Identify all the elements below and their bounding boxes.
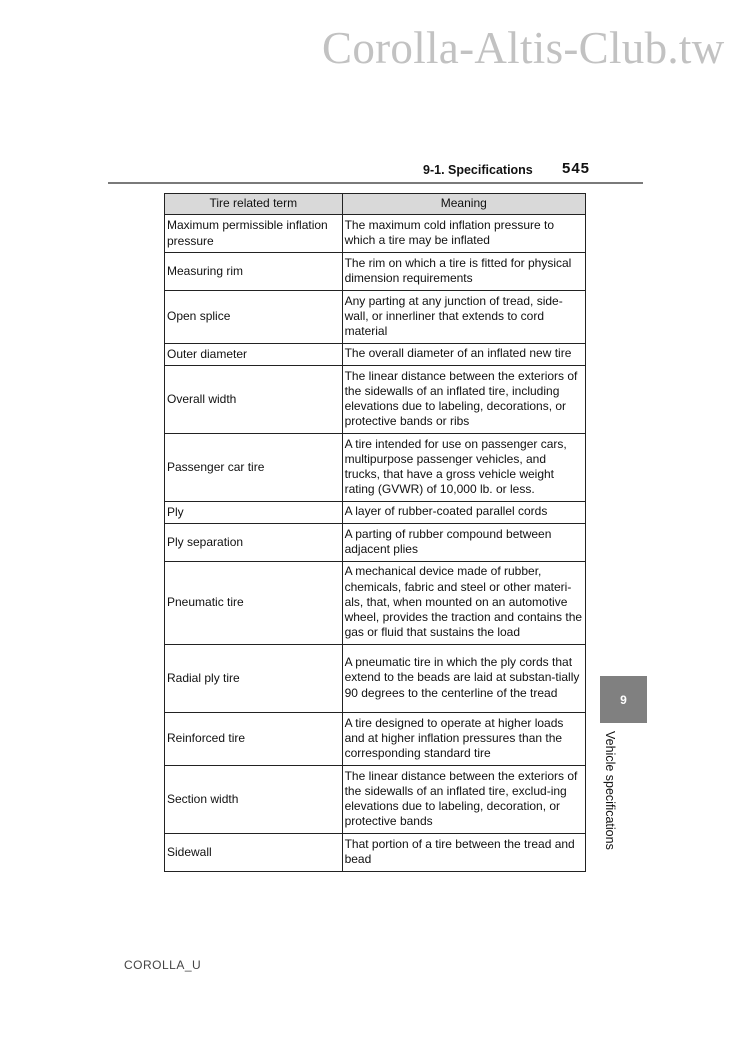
term-cell: Reinforced tire	[165, 713, 343, 766]
table-row	[165, 834, 586, 872]
table-row	[165, 766, 586, 834]
column-header-term: Tire related term	[165, 194, 343, 215]
term-cell: Overall width	[165, 366, 343, 434]
meaning-cell: The overall diameter of an inflated new tire	[342, 344, 585, 366]
table-row	[165, 524, 586, 562]
table-row	[165, 434, 586, 502]
meaning-cell: The linear distance between the exteriors of the sidewalls of an inflated tire, exclud-ing elevations due to labeling, decoration, or protective bands	[342, 766, 585, 834]
term-cell: Outer diameter	[165, 344, 343, 366]
meaning-cell: That portion of a tire between the tread and bead	[342, 834, 585, 872]
meaning-cell: A mechanical device made of rubber, chemicals, fabric and steel or other materi-als, that, when mounted on an automotive wheel, provides the traction and contains the gas or fluid that sustains the load	[342, 562, 585, 645]
meaning-cell: A parting of rubber compound between adjacent plies	[342, 524, 585, 562]
column-header-meaning: Meaning	[342, 194, 585, 215]
chapter-label: Vehicle specifications	[603, 731, 617, 850]
meaning-cell: The maximum cold inflation pressure to which a tire may be inflated	[342, 215, 585, 253]
term-cell: Pneumatic tire	[165, 562, 343, 645]
term-cell: Ply separation	[165, 524, 343, 562]
header-divider	[108, 182, 643, 184]
table-header-row	[165, 194, 586, 215]
term-cell: Passenger car tire	[165, 434, 343, 502]
footer-code: COROLLA_U	[124, 958, 202, 972]
meaning-cell: A tire intended for use on passenger cars, multipurpose passenger vehicles, and trucks, that have a gross vehicle weight rating (GVWR) of 10,000 lb. or less.	[342, 434, 585, 502]
chapter-number: 9	[620, 692, 627, 707]
meaning-cell: A pneumatic tire in which the ply cords that extend to the beads are laid at substan-tially 90 degrees to the centerline of the tread	[342, 645, 585, 713]
tire-terms-table	[164, 193, 586, 872]
term-cell: Sidewall	[165, 834, 343, 872]
page-number: 545	[562, 160, 591, 177]
table-row	[165, 713, 586, 766]
meaning-cell: Any parting at any junction of tread, side-wall, or innerliner that extends to cord material	[342, 291, 585, 344]
watermark-text: Corolla-Altis-Club.tw	[322, 23, 725, 73]
term-cell: Section width	[165, 766, 343, 834]
meaning-cell: The linear distance between the exteriors of the sidewalls of an inflated tire, including elevations due to labeling, decorations, or protective bands or ribs	[342, 366, 585, 434]
chapter-tab	[600, 676, 647, 723]
section-title: 9-1. Specifications	[423, 163, 533, 177]
term-cell: Ply	[165, 502, 343, 524]
table-row	[165, 215, 586, 253]
table-row	[165, 366, 586, 434]
term-cell: Radial ply tire	[165, 645, 343, 713]
term-cell: Measuring rim	[165, 253, 343, 291]
table-row	[165, 562, 586, 645]
meaning-cell: A tire designed to operate at higher loads and at higher inflation pressures than the corresponding standard tire	[342, 713, 585, 766]
meaning-cell: The rim on which a tire is fitted for physical dimension requirements	[342, 253, 585, 291]
term-cell: Maximum permissible inflation pressure	[165, 215, 343, 253]
table-row	[165, 502, 586, 524]
meaning-cell: A layer of rubber-coated parallel cords	[342, 502, 585, 524]
table-row	[165, 645, 586, 713]
term-cell: Open splice	[165, 291, 343, 344]
table-row	[165, 253, 586, 291]
table-row	[165, 291, 586, 344]
table-row	[165, 344, 586, 366]
